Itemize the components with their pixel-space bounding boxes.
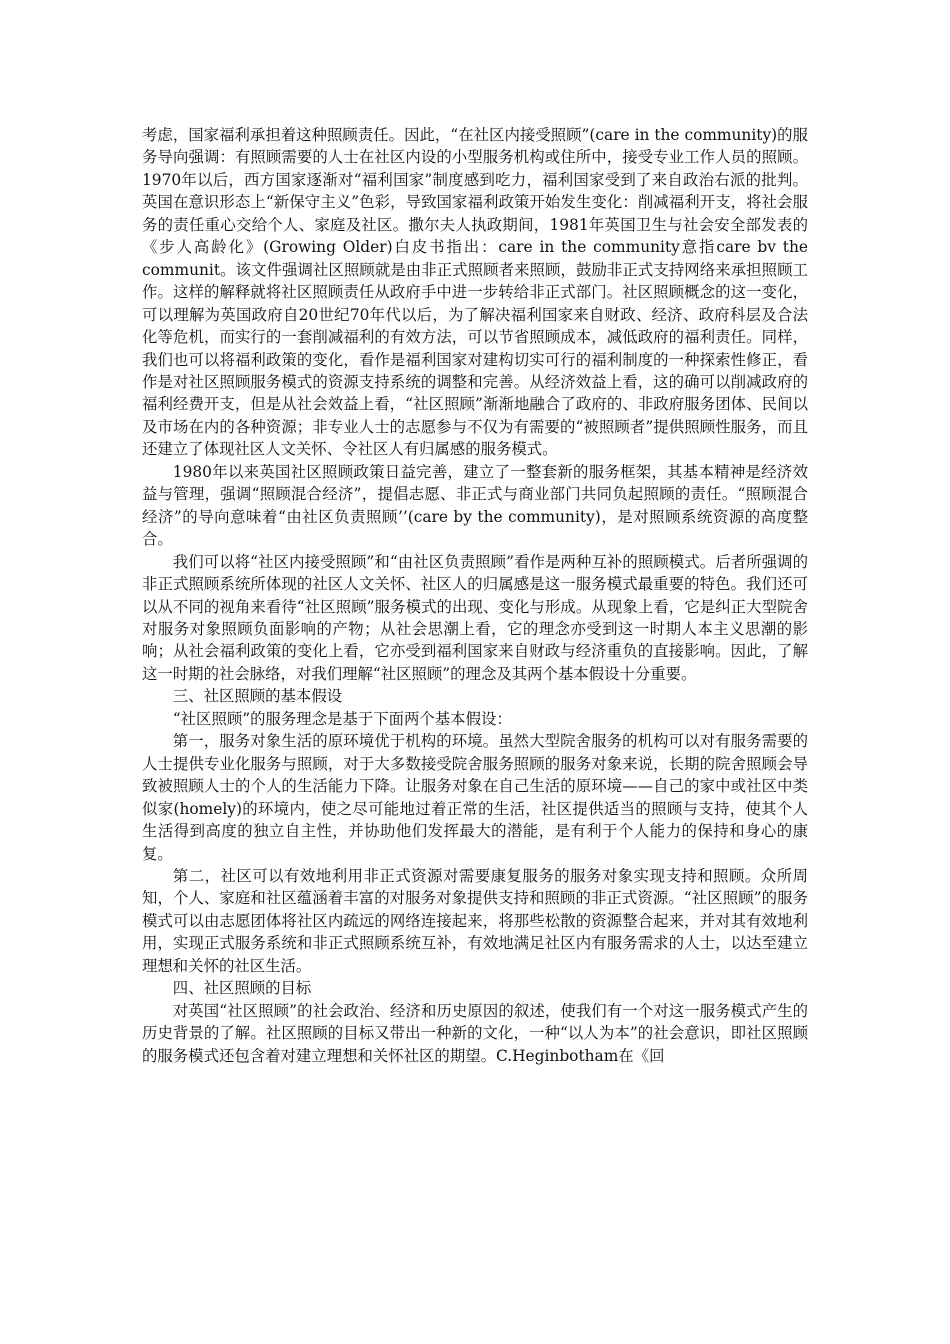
document-page [142, 124, 808, 1067]
paragraph-2: 1980年以来英国社区照顾政策日益完善，建立了一整套新的服务框架，其基本精神是经济效益与管理，强调“照顾混合经济”，提倡志愿、非正式与商业部门共同负起照顾的责任。“照顾混合经济”的导向意味着“由社区负责照顾’’(care by the community)，是对照顾系统资源的高度整合。 [142, 462, 808, 549]
paragraph-3: 我们可以将“社区内接受照顾”和“由社区负责照顾”看作是两种互补的照顾模式。后者所强调的非正式照顾系统所体现的社区人文关怀、社区人的归属感是这一服务模式最重要的特色。我们还可以从不同的视角来看待“社区照顾”服务模式的出现、变化与形成。从现象上看，它是纠正大型院舍对服务对象照顾负面影响的产物；从社会思潮上看，它的理念亦受到这一时期人本主义思潮的影响；从社会福利政策的变化上看，它亦受到福利国家来自财政与经济重负的直接影响。因此，了解这一时期的社会脉络，对我们理解“社区照顾”的理念及其两个基本假设十分重要。 [142, 552, 808, 683]
paragraph-5: “社区照顾”的服务理念是基于下面两个基本假设： [172, 709, 512, 728]
paragraph-1: 考虑，国家福利承担着这种照顾责任。因此，“在社区内接受照顾”(care in the community)的服务导向强调：有照顾需要的人士在社区内设的小型服务机构或住所中，接受专业工作人员的照顾。1970年以后，西方国家逐渐对“福利国家”制度感到吃力，福利国家受到了来自政治右派的批判。英国在意识形态上“新保守主义”色彩，导致国家福利政策开始发生变化：削减福利开支，将社会服务的责任重心交给个人、家庭及社区。撒尔夫人执政期间，1981年英国卫生与社会安全部发表的《步人高龄化》(Growing Older)白皮书指出：care in the community意指care bv the communit。该文件强调社区照顾就是由非正式照顾者来照顾，鼓励非正式支持网络来承担照顾工作。这样的解释就将社区照顾责任从政府手中进一步转给非正式部门。社区照顾概念的这一变化，可以理解为英国政府自20世纪70年代以后，为了解决福利国家来自财政、经济、政府科层及合法化等危机，而实行的一套削减福利的有效方法，可以节省照顾成本，减低政府的福利责任。同样，我们也可以将福利政策的变化，看作是福利国家对建构切实可行的福利制度的一种探索性修正，看作是对社区照顾服务模式的资源支持系统的调整和完善。从经济效益上看，这的确可以削减政府的福利经费开支，但是从社会效益上看，“社区照顾”渐渐地融合了政府的、非政府服务团体、民间以及市场在内的各种资源；非专业人士的志愿参与不仅为有需要的“被照顾者”提供照顾性服务，而且还建立了体现社区人文关怀、令社区人有归属感的服务模式。 [142, 126, 808, 459]
paragraph-7: 第二，社区可以有效地利用非正式资源对需要康复服务的服务对象实现支持和照顾。众所周知，个人、家庭和社区蕴涵着丰富的对服务对象提供支持和照顾的非正式资源。“社区照顾”的服务模式可以由志愿团体将社区内疏远的网络连接起来，将那些松散的资源整合起来，并对其有效地利用，实现正式服务系统和非正式照顾系统互补，有效地满足社区内有服务需求的人士，以达至建立理想和关怀的社区生活。 [142, 866, 808, 975]
section-heading-basic-assumptions: 三、社区照顾的基本假设 [172, 687, 343, 706]
paragraph-6: 第一，服务对象生活的原环境优于机构的环境。虽然大型院舍服务的机构可以对有服务需要的人士提供专业化服务与照顾，对于大多数接受院舍服务照顾的服务对象来说，长期的院舍照顾会导致被照顾人士的个人的生活能力下降。让服务对象在自己生活的原环境——自己的家中或社区中类似家(homely)的环境内，使之尽可能地过着正常的生活，社区提供适当的照顾与支持，使其个人生活得到高度的独立自主性，并协助他们发挥最大的潜能，是有利于个人能力的保持和身心的康复。 [142, 732, 808, 863]
section-heading-goals: 四、社区照顾的目标 [172, 979, 312, 998]
paragraph-9: 对英国“社区照顾”的社会政治、经济和历史原因的叙述，使我们有一个对这一服务模式产生的历史背景的了解。社区照顾的目标又带出一种新的文化，一种“以人为本”的社会意识，即社区照顾的服务模式还包含着对建立理想和关怀社区的期望。C.Heginbotham在《回 [142, 1001, 808, 1065]
